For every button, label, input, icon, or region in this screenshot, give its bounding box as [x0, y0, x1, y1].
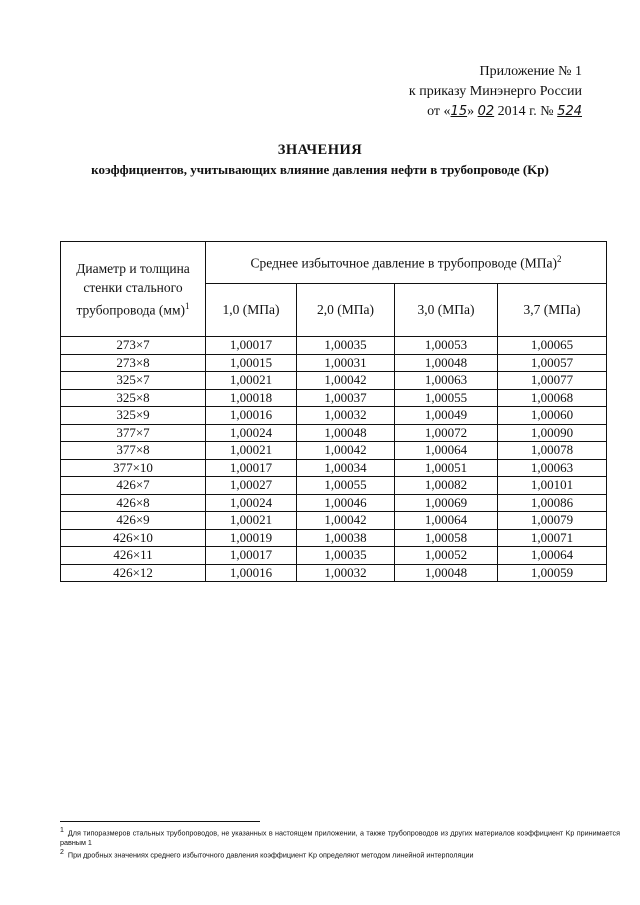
- footnote-1-text: Для типоразмеров стальных трубопроводов, не указанных в настоящем приложении, а также трубопроводов из других материалов коэффициент Kр принимается равным 1: [60, 828, 620, 848]
- pressure-group-header: [206, 242, 607, 284]
- coefficient-cell: 1,00016: [206, 564, 297, 582]
- coefficient-cell: 1,00052: [395, 547, 498, 565]
- table-row: [61, 564, 607, 582]
- pipe-size-cell: 426×10: [61, 529, 206, 547]
- pipe-size-cell: 273×7: [61, 337, 206, 355]
- table-row: [61, 424, 607, 442]
- appendix-line-1: Приложение № 1: [479, 64, 582, 79]
- handwritten-month: 02: [477, 104, 495, 119]
- coefficient-cell: 1,00060: [498, 407, 607, 425]
- coefficient-cell: 1,00035: [297, 337, 395, 355]
- coefficient-cell: 1,00015: [206, 354, 297, 372]
- table-row: [61, 459, 607, 477]
- coefficient-cell: 1,00042: [297, 372, 395, 390]
- date-year: 2014 г. №: [494, 104, 558, 119]
- coefficient-cell: 1,00078: [498, 442, 607, 460]
- pipe-size-cell: 325×7: [61, 372, 206, 390]
- coefficient-cell: 1,00064: [498, 547, 607, 565]
- coefficient-cell: 1,00051: [395, 459, 498, 477]
- table-row: [61, 337, 607, 355]
- coefficient-cell: 1,00038: [297, 529, 395, 547]
- appendix-line-2: к приказу Минэнерго России: [408, 84, 582, 99]
- coefficient-cell: 1,00032: [297, 407, 395, 425]
- coefficient-cell: 1,00055: [395, 389, 498, 407]
- coefficient-cell: 1,00072: [395, 424, 498, 442]
- coefficient-cell: 1,00069: [395, 494, 498, 512]
- table-row: [61, 494, 607, 512]
- coefficient-cell: 1,00048: [395, 564, 498, 582]
- coefficient-cell: 1,00027: [206, 477, 297, 495]
- pipe-size-cell: 426×7: [61, 477, 206, 495]
- diameter-header: [61, 242, 206, 337]
- diameter-header-line-3: трубопровода (мм): [76, 302, 185, 318]
- coefficient-cell: 1,00021: [206, 512, 297, 530]
- coefficient-cell: 1,00024: [206, 494, 297, 512]
- pipe-size-cell: 426×11: [61, 547, 206, 565]
- coefficient-cell: 1,00019: [206, 529, 297, 547]
- coefficient-cell: 1,00086: [498, 494, 607, 512]
- table-row: [61, 529, 607, 547]
- coefficients-table: [60, 241, 607, 582]
- footnote-2-number: 2: [60, 849, 64, 857]
- coefficient-cell: 1,00046: [297, 494, 395, 512]
- coefficient-cell: 1,00090: [498, 424, 607, 442]
- column-header-2-0: 2,0 (МПа): [297, 284, 395, 337]
- coefficient-cell: 1,00049: [395, 407, 498, 425]
- footnote-ref-2: 2: [556, 253, 562, 264]
- footnote-1: [60, 826, 620, 848]
- pipe-size-cell: 426×12: [61, 564, 206, 582]
- table-row: [61, 389, 607, 407]
- coefficient-cell: 1,00048: [297, 424, 395, 442]
- table-row: [61, 547, 607, 565]
- pipe-size-cell: 325×8: [61, 389, 206, 407]
- footnote-2: [60, 848, 620, 860]
- appendix-header: [409, 62, 582, 122]
- coefficient-cell: 1,00017: [206, 459, 297, 477]
- footnote-ref-1: 1: [185, 300, 190, 311]
- document-title: ЗНАЧЕНИЯ: [277, 142, 363, 158]
- footnote-2-text: При дробных значениях среднего избыточного давления коэффициент Kр определяют методом линейной интерполяции: [67, 850, 474, 860]
- coefficient-cell: 1,00048: [395, 354, 498, 372]
- pressure-group-header-text: Среднее избыточное давление в трубопроводе (МПа): [250, 255, 557, 271]
- table-row: [61, 354, 607, 372]
- coefficient-cell: 1,00059: [498, 564, 607, 582]
- coefficient-cell: 1,00063: [395, 372, 498, 390]
- date-mid: »: [467, 104, 478, 119]
- coefficient-cell: 1,00057: [498, 354, 607, 372]
- coefficient-cell: 1,00079: [498, 512, 607, 530]
- coefficient-cell: 1,00063: [498, 459, 607, 477]
- table-row: [61, 512, 607, 530]
- handwritten-order-number: 524: [557, 104, 582, 119]
- coefficient-cell: 1,00035: [297, 547, 395, 565]
- coefficient-cell: 1,00037: [297, 389, 395, 407]
- table-row: [61, 407, 607, 425]
- coefficient-cell: 1,00017: [206, 547, 297, 565]
- table-body: [61, 337, 607, 582]
- coefficient-cell: 1,00077: [498, 372, 607, 390]
- handwritten-day: 15: [450, 104, 468, 119]
- coefficient-cell: 1,00021: [206, 442, 297, 460]
- coefficient-cell: 1,00021: [206, 372, 297, 390]
- column-header-1-0: 1,0 (МПа): [206, 284, 297, 337]
- footnote-separator: [60, 821, 260, 822]
- pipe-size-cell: 325×9: [61, 407, 206, 425]
- pipe-size-cell: 426×8: [61, 494, 206, 512]
- coefficient-cell: 1,00068: [498, 389, 607, 407]
- column-header-3-0: 3,0 (МПа): [395, 284, 498, 337]
- coefficient-cell: 1,00034: [297, 459, 395, 477]
- coefficient-cell: 1,00032: [297, 564, 395, 582]
- pipe-size-cell: 273×8: [61, 354, 206, 372]
- coefficient-cell: 1,00018: [206, 389, 297, 407]
- date-prefix: от «: [427, 104, 451, 119]
- coefficient-cell: 1,00064: [395, 442, 498, 460]
- coefficient-cell: 1,00058: [395, 529, 498, 547]
- column-header-3-7: 3,7 (МПа): [498, 284, 607, 337]
- pipe-size-cell: 377×8: [61, 442, 206, 460]
- table-row: [61, 477, 607, 495]
- footnote-1-number: 1: [60, 827, 64, 834]
- footnotes: [60, 826, 620, 861]
- diameter-header-line-2: стенки стального: [83, 279, 183, 295]
- coefficient-cell: 1,00017: [206, 337, 297, 355]
- coefficient-cell: 1,00016: [206, 407, 297, 425]
- coefficient-cell: 1,00024: [206, 424, 297, 442]
- coefficient-cell: 1,00053: [395, 337, 498, 355]
- pipe-size-cell: 426×9: [61, 512, 206, 530]
- pipe-size-cell: 377×7: [61, 424, 206, 442]
- coefficient-cell: 1,00071: [498, 529, 607, 547]
- document-subtitle: коэффициентов, учитывающих влияние давления нефти в трубопроводе (Kр): [91, 162, 549, 177]
- coefficient-cell: 1,00065: [498, 337, 607, 355]
- pipe-size-cell: 377×10: [61, 459, 206, 477]
- coefficient-cell: 1,00042: [297, 512, 395, 530]
- coefficient-cell: 1,00101: [498, 477, 607, 495]
- coefficient-cell: 1,00064: [395, 512, 498, 530]
- coefficient-cell: 1,00042: [297, 442, 395, 460]
- coefficient-cell: 1,00031: [297, 354, 395, 372]
- coefficient-cell: 1,00082: [395, 477, 498, 495]
- table-row: [61, 442, 607, 460]
- diameter-header-line-1: Диаметр и толщина: [76, 260, 190, 276]
- coefficient-cell: 1,00055: [297, 477, 395, 495]
- appendix-line-3: [409, 102, 582, 122]
- table-row: [61, 372, 607, 390]
